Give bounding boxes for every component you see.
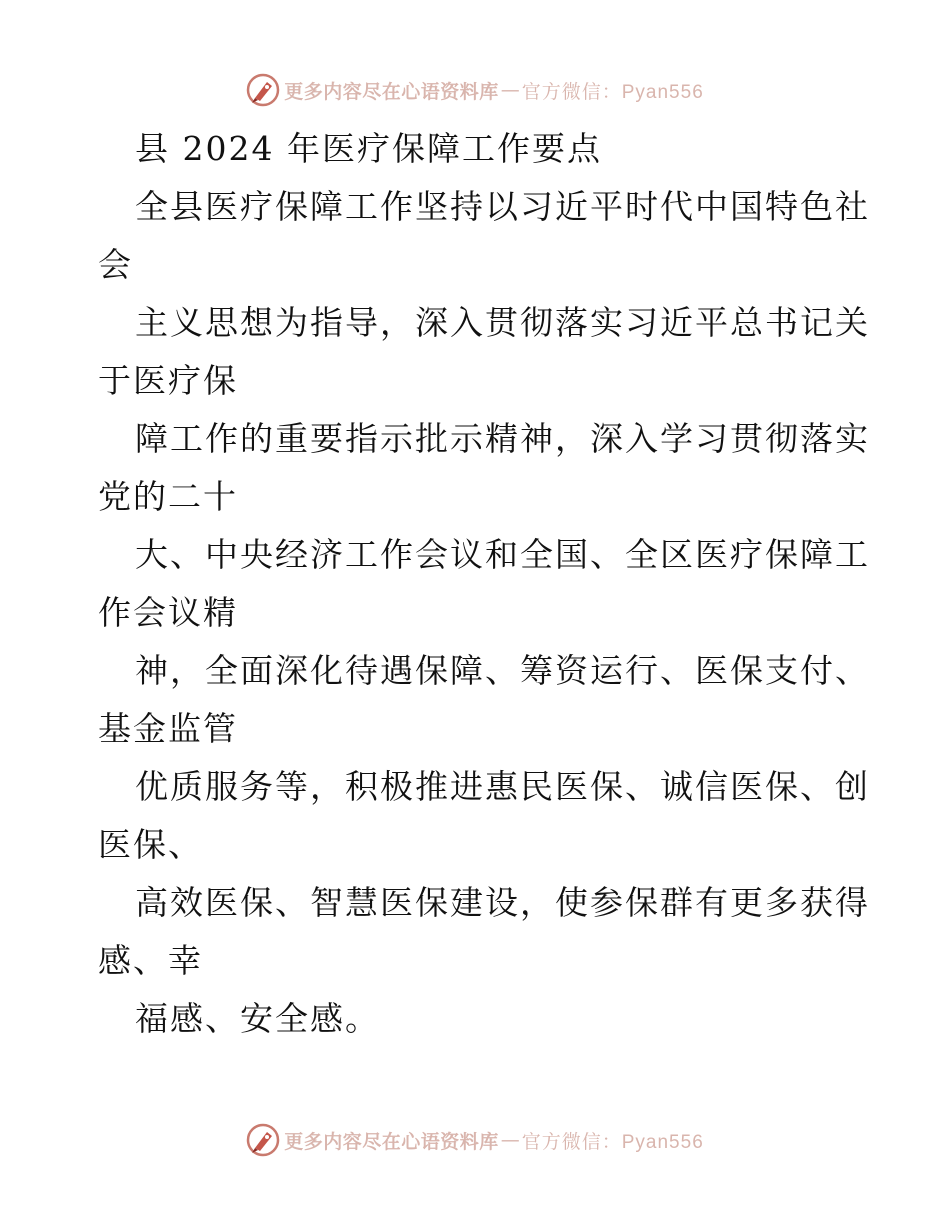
paragraph-line: 大、中央经济工作会议和全国、全区医疗保障工 <box>135 535 870 574</box>
paragraph-line: 党的二十 <box>98 477 238 516</box>
paragraph-line: 主义思想为指导，深入贯彻落实习近平总书记关 <box>135 303 870 342</box>
banner-contact-text: 官方微信：Pyan556 <box>521 81 704 103</box>
paragraph-line: 优质服务等，积极推进惠民医保、诚信医保、创 <box>135 767 870 806</box>
paragraph-line: 高效医保、智慧医保建设，使参保群有更多获得 <box>135 883 870 922</box>
paragraph-line: 医保、 <box>98 825 203 864</box>
paragraph-line: 作会议精 <box>98 593 238 632</box>
paragraph-line: 会 <box>98 245 133 284</box>
banner-contact-text: 官方微信：Pyan556 <box>521 1131 704 1153</box>
paragraph-line: 感、幸 <box>98 941 203 980</box>
banner-separator: — <box>500 1129 520 1151</box>
footer-watermark-banner <box>0 1120 950 1160</box>
paragraph-line: 全县医疗保障工作坚持以习近平时代中国特色社 <box>135 187 870 226</box>
paragraph-line: 神，全面深化待遇保障、筹资运行、医保支付、 <box>135 651 870 690</box>
paragraph-line: 福感、安全感。 <box>135 999 380 1038</box>
pen-nib-logo-icon <box>246 1123 280 1157</box>
banner-separator: — <box>500 79 520 101</box>
document-title: 县 2024 年医疗保障工作要点 <box>135 129 602 168</box>
document-body <box>98 120 870 1048</box>
banner-site-text: 更多内容尽在心语资料库 <box>284 1130 499 1153</box>
paragraph-line: 基金监管 <box>98 709 238 748</box>
paragraph-line: 障工作的重要指示批示精神，深入学习贯彻落实 <box>135 419 870 458</box>
banner-site-text: 更多内容尽在心语资料库 <box>284 80 499 103</box>
header-watermark-banner <box>0 70 950 110</box>
paragraph-line: 于医疗保 <box>98 361 238 400</box>
pen-nib-logo-icon <box>246 73 280 107</box>
